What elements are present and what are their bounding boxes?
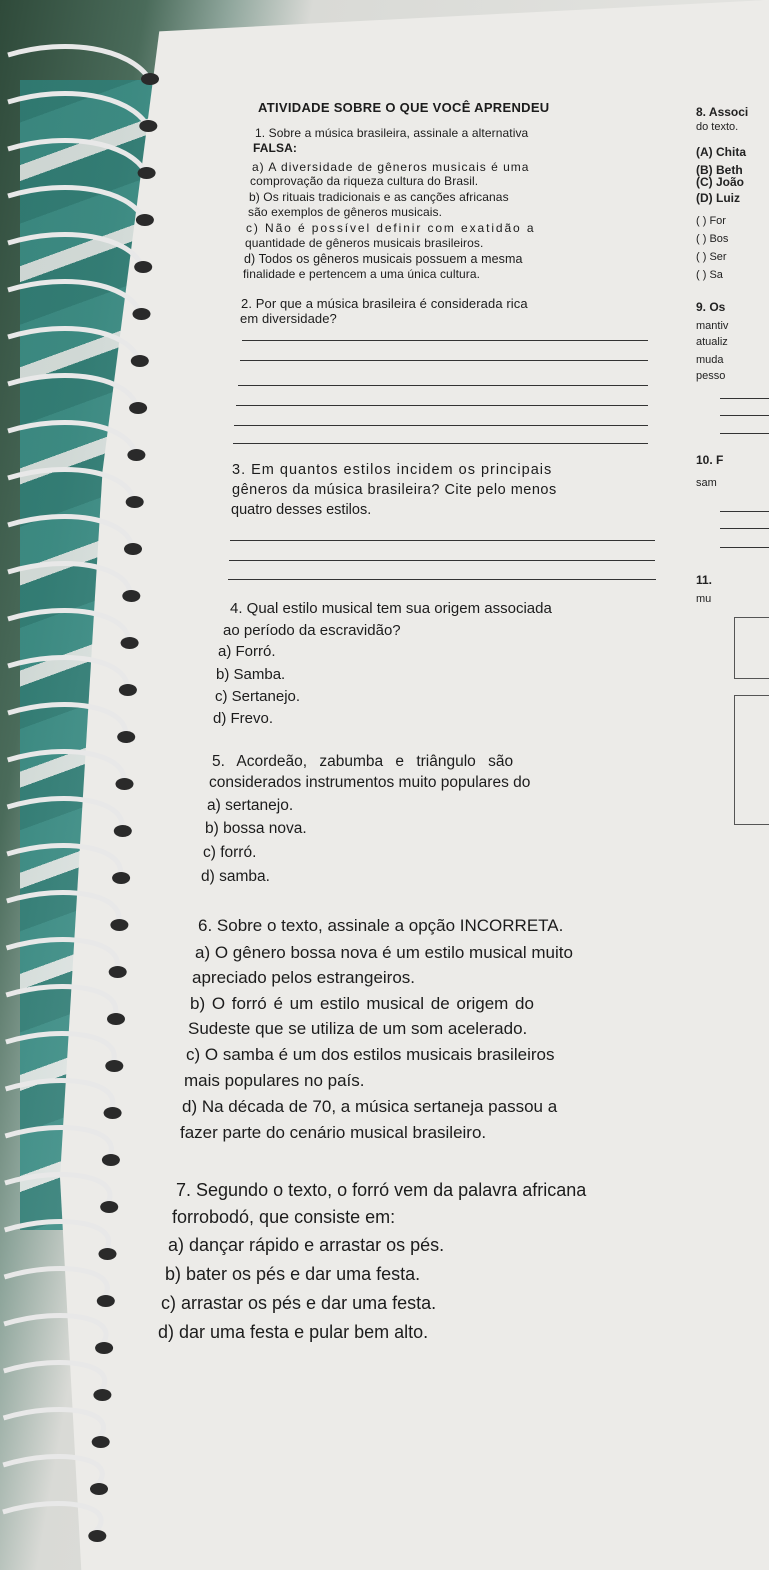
q9-line4: muda bbox=[696, 354, 724, 366]
q7-option-c: c) arrastar os pés e dar uma festa. bbox=[161, 1293, 437, 1313]
q4-line1: 4. Qual estilo musical tem sua origem associada bbox=[230, 600, 552, 617]
q8-option-a: (A) Chita bbox=[696, 145, 746, 159]
q7-option-d: d) dar uma festa e pular bem alto. bbox=[158, 1322, 429, 1342]
q2-answer-line bbox=[234, 425, 648, 426]
q7-line1: 7. Segundo o texto, o forró vem da palavra africana bbox=[176, 1180, 587, 1200]
q8-option-d: (D) Luiz bbox=[696, 191, 740, 205]
worksheet-title: ATIVIDADE SOBRE O QUE VOCÊ APRENDEU bbox=[258, 100, 550, 115]
q5-option-a: a) sertanejo. bbox=[207, 797, 294, 814]
q11-line2: mu bbox=[696, 593, 712, 605]
q1-line1: 1. Sobre a música brasileira, assinale a alternativa bbox=[255, 126, 529, 140]
q4-option-b: b) Samba. bbox=[216, 666, 286, 683]
q11-line1: 11. bbox=[696, 573, 713, 587]
q3-answer-line bbox=[229, 560, 655, 561]
q3-line3: quatro desses estilos. bbox=[231, 502, 372, 518]
q6-option-c-line2: mais populares no país. bbox=[184, 1071, 365, 1090]
q6-option-c-line1: c) O samba é um dos estilos musicais brasileiros bbox=[186, 1045, 555, 1064]
q7-line2: forrobodó, que consiste em: bbox=[172, 1207, 396, 1227]
q1-option-c-line2: quantidade de gêneros musicais brasileiros. bbox=[245, 236, 484, 250]
q2-line1: 2. Por que a música brasileira é considerada rica bbox=[241, 296, 528, 311]
q5-line1: 5. Acordeão, zabumba e triângulo são bbox=[212, 753, 514, 770]
q9-answer-line bbox=[720, 433, 769, 434]
q6-option-d-line2: fazer parte do cenário musical brasileiro. bbox=[180, 1123, 487, 1142]
q2-answer-line bbox=[236, 405, 648, 406]
q4-option-a: a) Forró. bbox=[218, 643, 276, 660]
q3-line1: 3. Em quantos estilos incidem os principais bbox=[232, 462, 553, 478]
q3-answer-line bbox=[230, 540, 655, 541]
q7-option-a: a) dançar rápido e arrastar os pés. bbox=[168, 1235, 445, 1255]
q9-line2: mantiv bbox=[696, 320, 729, 332]
q6-line1: 6. Sobre o texto, assinale a opção INCORRETA. bbox=[198, 916, 564, 935]
q9-answer-line bbox=[720, 415, 769, 416]
q2-answer-line bbox=[240, 360, 648, 361]
q3-answer-line bbox=[228, 579, 656, 580]
q1-option-a-line2: comprovação da riqueza cultura do Brasil. bbox=[250, 174, 479, 188]
q9-line3: atualiz bbox=[696, 336, 728, 348]
q4-option-d: d) Frevo. bbox=[213, 710, 274, 727]
q6-option-b-line2: Sudeste que se utiliza de um som acelerado. bbox=[188, 1019, 528, 1038]
q5-option-d: d) samba. bbox=[201, 868, 270, 885]
q8-line1: 8. Associ bbox=[696, 105, 749, 119]
q8-blank-4: ( ) Sa bbox=[696, 269, 723, 281]
q6-option-a-line1: a) O gênero bossa nova é um estilo musical muito bbox=[195, 943, 573, 962]
q1-option-c-line1: c) Não é possível definir com exatidão a bbox=[246, 221, 536, 235]
q8-line2: do texto. bbox=[696, 121, 739, 133]
q1-option-b-line1: b) Os rituais tradicionais e as canções africanas bbox=[249, 190, 509, 204]
q8-option-b: (B) Beth bbox=[696, 163, 743, 177]
q1-line2: FALSA: bbox=[253, 141, 297, 155]
q1-option-d-line2: finalidade e pertencem a uma única cultura. bbox=[243, 267, 481, 281]
q5-option-c: c) forró. bbox=[203, 844, 257, 861]
q2-answer-line bbox=[238, 385, 648, 386]
q5-line2: considerados instrumentos muito populares do bbox=[209, 774, 531, 791]
q4-line2: ao período da escravidão? bbox=[223, 622, 401, 639]
q8-blank-3: ( ) Ser bbox=[696, 251, 727, 263]
q8-blank-1: ( ) For bbox=[696, 215, 726, 227]
q10-answer-line bbox=[720, 511, 769, 512]
q10-line2: sam bbox=[696, 477, 717, 489]
q8-blank-2: ( ) Bos bbox=[696, 233, 729, 245]
q1-option-b-line2: são exemplos de gêneros musicais. bbox=[248, 205, 443, 219]
q1-option-d-line1: d) Todos os gêneros musicais possuem a mesma bbox=[244, 252, 523, 266]
q9-line1: 9. Os bbox=[696, 300, 726, 314]
q6-option-b-line1: b) O forró é um estilo musical de origem do bbox=[190, 994, 534, 1013]
q10-line1: 10. F bbox=[696, 453, 724, 467]
q6-option-d-line1: d) Na década de 70, a música sertaneja passou a bbox=[182, 1097, 558, 1116]
q9-line5: pesso bbox=[696, 370, 726, 382]
q2-answer-line bbox=[233, 443, 648, 444]
q11-answer-box bbox=[734, 695, 769, 825]
q6-option-a-line2: apreciado pelos estrangeiros. bbox=[192, 968, 416, 987]
q10-answer-line bbox=[720, 528, 769, 529]
q4-option-c: c) Sertanejo. bbox=[215, 688, 301, 705]
q2-line2: em diversidade? bbox=[240, 311, 337, 326]
q10-answer-line bbox=[720, 547, 769, 548]
q9-answer-line bbox=[720, 398, 769, 399]
q3-line2: gêneros da música brasileira? Cite pelo menos bbox=[232, 482, 557, 498]
right-page-fragment bbox=[690, 95, 769, 875]
q5-option-b: b) bossa nova. bbox=[205, 820, 307, 837]
q2-answer-line bbox=[242, 340, 648, 341]
q1-option-a-line1: a) A diversidade de gêneros musicais é uma bbox=[252, 160, 530, 174]
q7-option-b: b) bater os pés e dar uma festa. bbox=[165, 1264, 421, 1284]
q11-answer-box bbox=[734, 617, 769, 679]
q8-option-c: (C) João bbox=[696, 175, 744, 189]
